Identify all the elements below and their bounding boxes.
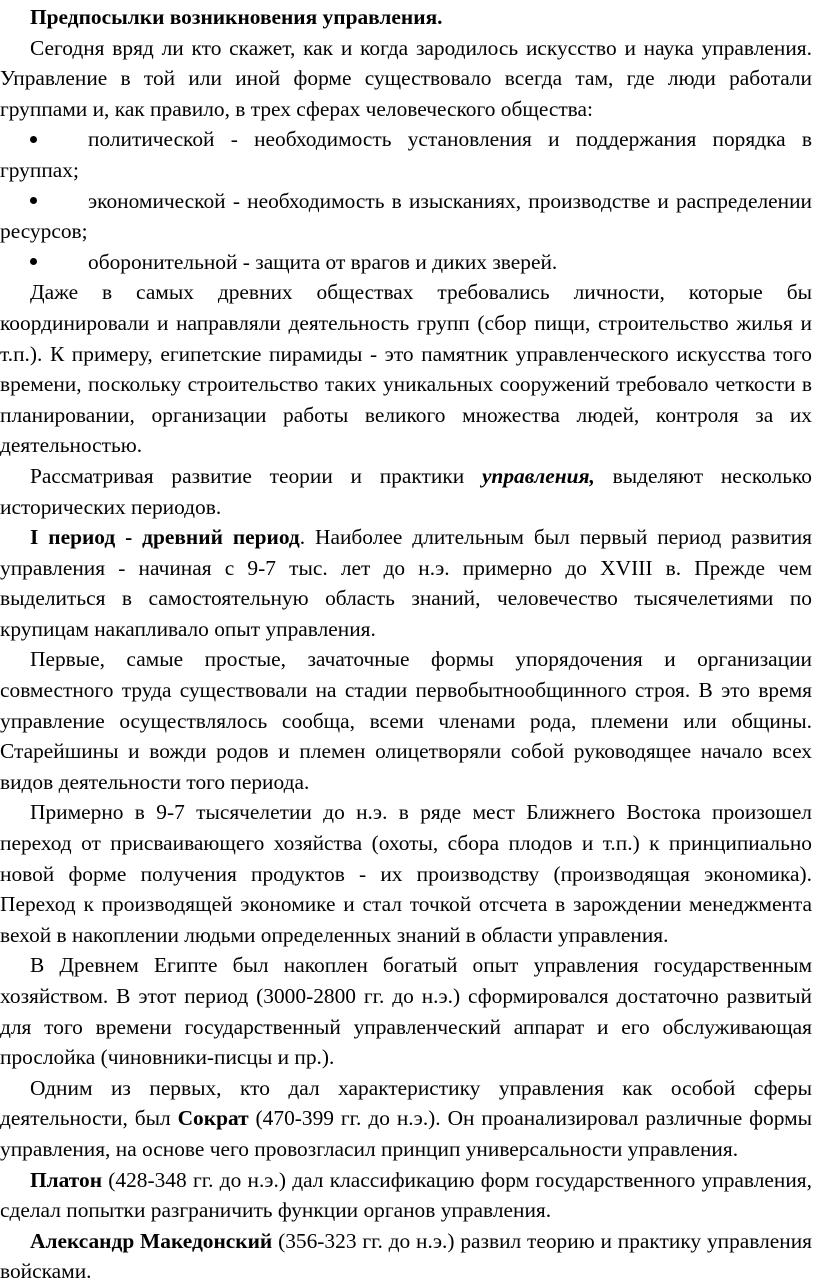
emphasis-term: управления, [481,463,595,488]
list-item [0,186,812,247]
paragraph-alexander [0,1226,812,1287]
paragraph-ancient-societies: Даже в самых древних обществах требовались личности, которые бы координировали и направляли деятельность групп (сбор пищи, строительство жилья и т.п.). К примеру, египетские пирамиды - это памятник управленческого искусства того времени, поскольку строительство таких уникальных сооружений требовало четкости в планировании, организации работы великого множества людей, контроля за их деятельностью. [0,280,812,458]
list-item-text: политической - необходимость установления и поддержания порядка в группах; [0,127,812,182]
bullet-icon [30,247,88,278]
person-name: Платон [30,1167,103,1192]
person-name: Александр Македонский [30,1228,273,1253]
bullet-icon [30,186,88,217]
section-heading: Предпосылки возникновения управления. [30,5,443,29]
paragraph-historical-periods [0,461,812,522]
text-run: . Наиболее длительным был первый период развития управления - начиная с 9-7 тыс. лет до н.э. примерно до XVIII в. Прежде чем выделиться в самостоятельную область знаний, человечество тысячелетиями по крупицам накапливало опыт управления. [0,525,812,641]
list-item [0,124,812,185]
list-item-text: экономической - необходимость в изысканиях, производстве и распределении ресурсов; [0,188,812,244]
list-item-text: оборонительной - защита от врагов и диких зверей. [88,249,558,274]
person-name: Сократ [177,1106,249,1131]
paragraph-plato [0,1165,812,1226]
text-run: (356-323 гг. до н.э.) развил теорию и практику управления войсками. [0,1228,812,1284]
text-run: Рассматривая развитие теории и практики [30,463,482,488]
text-run: выделяют несколько исторических периодов. [0,463,812,519]
paragraph-intro: Сегодня вряд ли кто скажет, как и когда зародилось искусство и наука управления. Управление в той или иной форме существовало всегда там, где люди работали группами и, как правило, в трех сферах человеческого общества: [0,35,812,121]
text-run: Одним из первых, кто дал характеристику управления как особой сферы деятельности, был [0,1075,812,1131]
list-item [0,247,812,278]
text-run: (470-399 гг. до н.э.). Он проанализировал различные формы управления, на основе чего провозгласил принцип универсальности управления. [0,1106,812,1161]
bullet-icon [30,124,88,155]
period-title: I период - древний период [30,525,300,550]
paragraph-egypt: В Древнем Египте был накоплен богатый опыт управления государственным хозяйством. В этот период (3000-2800 гг. до н.э.) сформировался достаточно развитый для того времени государственный управленческий аппарат и его обслуживающая прослойка (чиновники-писцы и пр.). [0,953,812,1070]
paragraph-socrates [0,1073,812,1165]
text-run: (428-348 гг. до н.э.) дал классификацию форм государственного управления, сделал попытки разграничить функции органов управления. [0,1167,812,1223]
paragraph-transition: Примерно в 9-7 тысячелетии до н.э. в ряде мест Ближнего Востока произошел переход от присваивающего хозяйства (охоты, сбора плодов и т.п.) к принципиально новой форме получения продуктов - их производству (производящая экономика). Переход к производящей экономике и стал точкой отсчета в зарождении менеджмента вехой в накоплении людьми определенных знаний в области управления. [0,800,812,947]
paragraph-primitive-forms: Первые, самые простые, зачаточные формы упорядочения и организации совместного труда существовали на стадии первобытнообщинного строя. В это время управление осуществлялось сообща, всеми членами рода, племени или общины. Старейшины и вожди родов и племен олицетворяли собой руководящее начало всех видов деятельности того периода. [0,647,812,794]
paragraph-period-one [0,522,812,644]
